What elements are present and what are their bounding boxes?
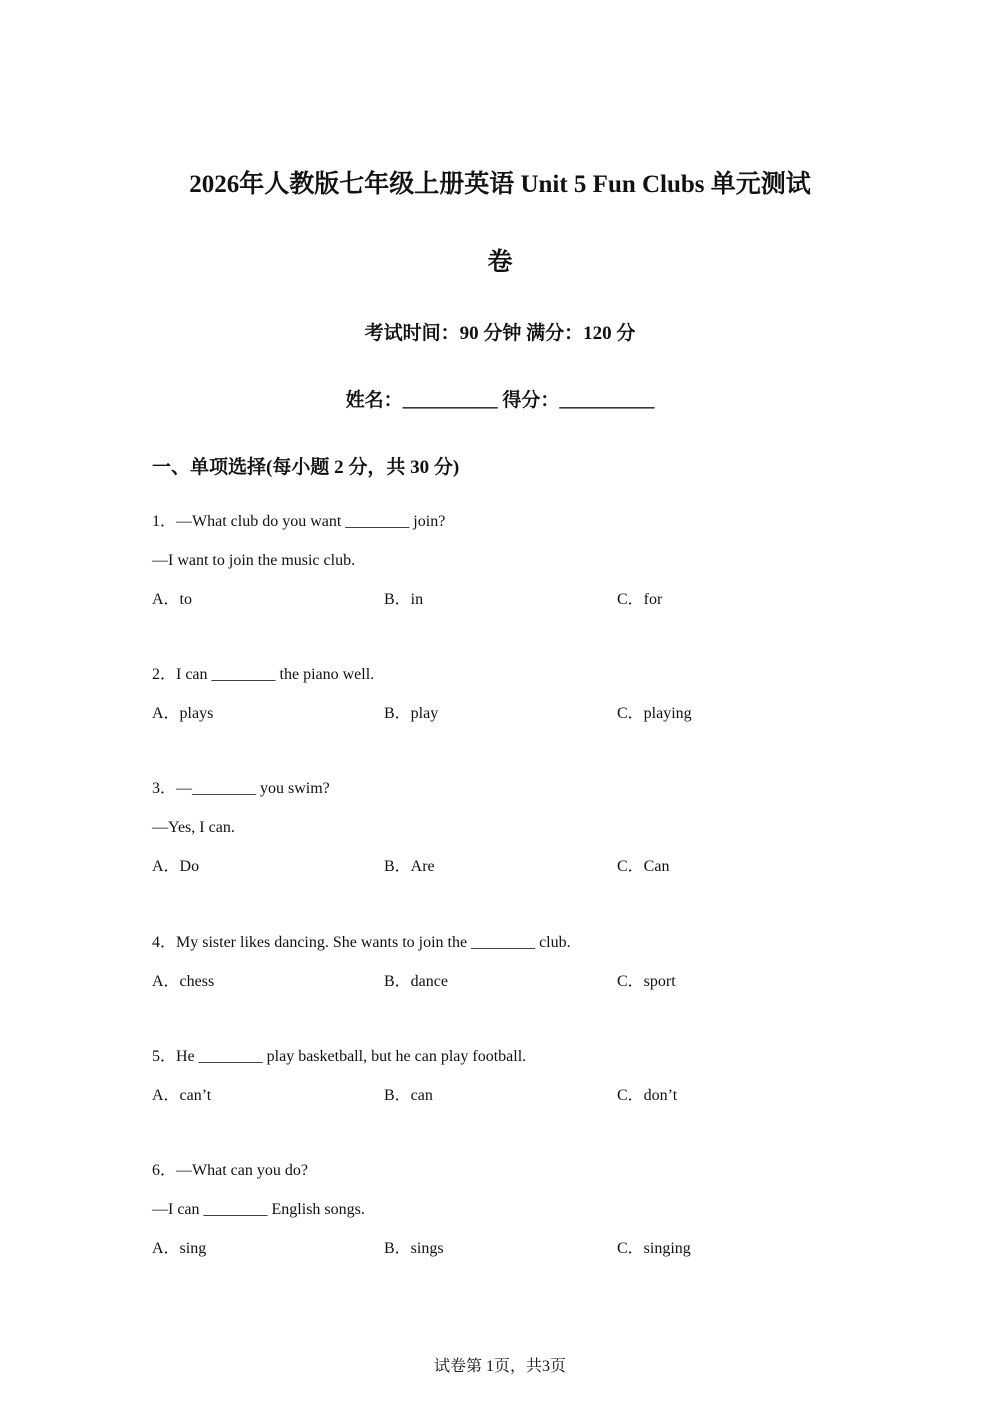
page-number-footer: 试卷第 1页，共3页 (433, 1358, 566, 1375)
question-2 (152, 664, 852, 725)
answer-options (152, 589, 852, 611)
option-c: C．don’t (617, 1087, 678, 1104)
option-b: B．Are (384, 858, 435, 875)
option-b: B．play (384, 705, 439, 722)
option-a: A．to (152, 591, 193, 608)
page-title: 2026年人教版七年级上册英语 Unit 5 Fun Clubs 单元测试 (189, 171, 811, 198)
option-a: A．plays (152, 705, 214, 722)
question-response: —I want to join the music club. (152, 552, 356, 569)
answer-options (152, 971, 852, 993)
option-b: B．sings (384, 1240, 444, 1257)
option-c: C．singing (617, 1240, 691, 1257)
question-response: —Yes, I can. (152, 819, 235, 836)
question-text: 5．He ________ play basketball, but he can play football. (152, 1048, 527, 1065)
option-a: A．Do (152, 858, 200, 875)
option-a: A．can’t (152, 1087, 212, 1104)
option-b: B．can (384, 1087, 433, 1104)
option-c: C．playing (617, 705, 692, 722)
page-title-continued: 卷 (487, 249, 513, 276)
answer-options (152, 856, 852, 878)
question-text: 2．I can ________ the piano well. (152, 666, 375, 683)
question-4 (152, 932, 852, 993)
question-text: 1．—What club do you want ________ join? (152, 513, 446, 530)
answer-options (152, 1085, 852, 1107)
answer-options (152, 703, 852, 725)
option-a: A．sing (152, 1240, 207, 1257)
question-6 (152, 1160, 852, 1260)
name-score-fields: 姓名：__________ 得分：__________ (345, 390, 655, 411)
question-text: 4．My sister likes dancing. She wants to join the ________ club. (152, 934, 571, 951)
option-b: B．in (384, 591, 424, 608)
answer-options (152, 1238, 852, 1260)
question-text: 6．—What can you do? (152, 1162, 308, 1179)
option-c: C．for (617, 591, 663, 608)
question-5 (152, 1046, 852, 1107)
exam-info: 考试时间：90 分钟 满分：120 分 (364, 323, 636, 344)
question-1 (152, 511, 852, 611)
option-a: A．chess (152, 973, 215, 990)
question-3 (152, 778, 852, 878)
question-response: —I can ________ English songs. (152, 1201, 365, 1218)
option-b: B．dance (384, 973, 448, 990)
question-text: 3．—________ you swim? (152, 780, 330, 797)
option-c: C．Can (617, 858, 670, 875)
section-heading: 一、单项选择(每小题 2 分，共 30 分) (152, 457, 460, 478)
option-c: C．sport (617, 973, 676, 990)
